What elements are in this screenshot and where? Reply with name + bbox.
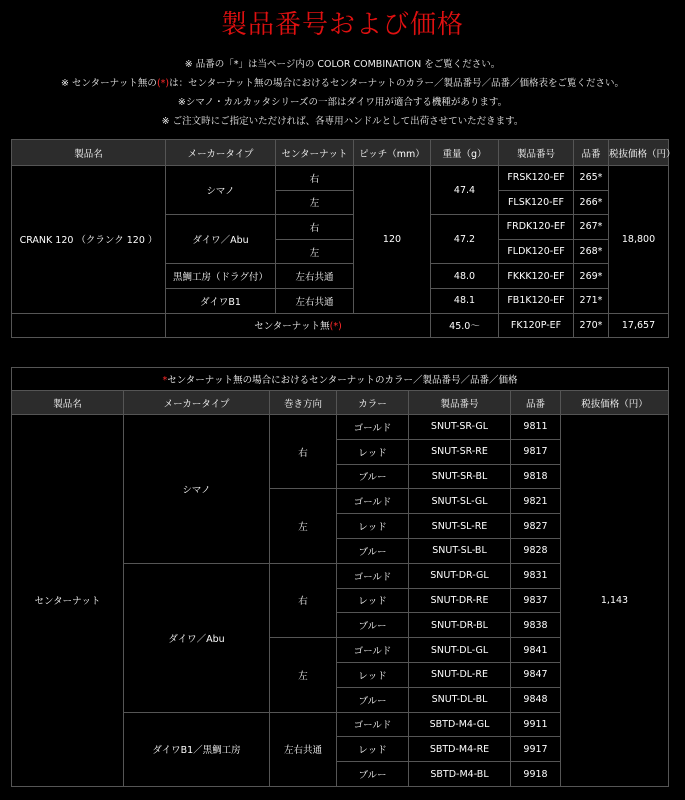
nut-direction: 左	[276, 239, 354, 264]
table2-header-row	[12, 391, 669, 415]
product-code: SBTD-M4-GL	[409, 712, 511, 737]
product-code: SNUT-DR-BL	[409, 613, 511, 638]
note-line-1: ※ 品番の「*」は当ページ内の COLOR COMBINATION をご覧ください。	[184, 59, 501, 70]
table2-caption	[12, 368, 669, 391]
product-code: FB1K120-EF	[499, 288, 574, 313]
price-table-center-nut	[11, 367, 669, 787]
color-blue: ブルー	[337, 613, 409, 638]
table2-header: 巻き方向	[270, 391, 337, 415]
maker-kokuko: 黒鯛工房（ドラグ付）	[166, 264, 276, 289]
table1-header: ピッチ（mm）	[354, 140, 431, 166]
item-number: 266*	[574, 190, 609, 215]
note-line-2-post: は：センターナット無の場合におけるセンターナットのカラー／製品番号／品番／価格表をご覧ください。	[169, 78, 624, 89]
table2-header: カラー	[337, 391, 409, 415]
color-blue: ブルー	[337, 762, 409, 787]
product-code: FRDK120-EF	[499, 215, 574, 240]
item-number: 268*	[574, 239, 609, 264]
table2-header: メーカータイプ	[124, 391, 270, 415]
nut-direction: 右	[276, 215, 354, 240]
product-code: SNUT-DL-BL	[409, 687, 511, 712]
color-gold: ゴールド	[337, 638, 409, 663]
table2-header: 税抜価格（円）	[561, 391, 669, 415]
nut-direction: 右	[276, 166, 354, 191]
product-code: SNUT-DL-GL	[409, 638, 511, 663]
product-code: FK120P-EF	[499, 313, 574, 338]
price-value: 17,657	[609, 313, 669, 338]
color-gold: ゴールド	[337, 415, 409, 440]
wind-direction: 左	[270, 638, 337, 712]
table1-header: 製品名	[12, 140, 166, 166]
page-title: 製品番号および価格	[220, 10, 464, 40]
color-gold: ゴールド	[337, 563, 409, 588]
item-number: 9848	[511, 687, 561, 712]
nut-direction: 左	[276, 190, 354, 215]
no-nut-mark: (*)	[329, 321, 342, 333]
weight-value: 48.0	[431, 264, 499, 289]
weight-value: 48.1	[431, 288, 499, 313]
item-number: 267*	[574, 215, 609, 240]
table1-header: 税抜価格（円）	[609, 140, 669, 166]
price-value: 18,800	[609, 166, 669, 314]
wind-direction: 左	[270, 489, 337, 563]
note-line-4: ※ ご注文時にご指定いただければ、各専用ハンドルとして出荷させていただきます。	[161, 116, 524, 127]
item-number: 9847	[511, 662, 561, 687]
product-name-crank: CRANK 120 （クランク 120 ）	[12, 166, 166, 314]
empty-cell	[12, 313, 166, 338]
item-number: 9831	[511, 563, 561, 588]
product-code: FRSK120-EF	[499, 166, 574, 191]
table2-header: 品番	[511, 391, 561, 415]
caption-text: センターナット無の場合におけるセンターナットのカラー／製品番号／品番／価格	[167, 375, 518, 386]
item-number: 9911	[511, 712, 561, 737]
product-code: SNUT-SL-RE	[409, 514, 511, 539]
item-number: 265*	[574, 166, 609, 191]
caption-mark: *	[162, 375, 168, 386]
item-number: 9918	[511, 762, 561, 787]
item-number: 9817	[511, 439, 561, 464]
notes	[0, 55, 685, 131]
table1-header: 製品番号	[499, 140, 574, 166]
maker-daiwa: ダイワ／Abu	[166, 215, 276, 264]
no-center-nut-label	[166, 313, 431, 338]
item-number: 9828	[511, 538, 561, 563]
item-number: 270*	[574, 313, 609, 338]
color-blue: ブルー	[337, 464, 409, 489]
wind-direction: 右	[270, 563, 337, 637]
product-code: SNUT-DR-RE	[409, 588, 511, 613]
table1-header: センターナット	[276, 140, 354, 166]
maker-daiwa: ダイワ／Abu	[124, 563, 270, 712]
item-number: 9841	[511, 638, 561, 663]
product-code: FLSK120-EF	[499, 190, 574, 215]
product-code: SNUT-DL-RE	[409, 662, 511, 687]
note-line-2	[0, 74, 685, 93]
item-number: 269*	[574, 264, 609, 289]
table1-header: 品番	[574, 140, 609, 166]
item-number: 9818	[511, 464, 561, 489]
no-nut-text: センターナット無	[254, 321, 330, 333]
color-blue: ブルー	[337, 687, 409, 712]
item-number: 9917	[511, 737, 561, 762]
maker-daiwa-b1-kokuko: ダイワB1／黒鯛工房	[124, 712, 270, 786]
wind-direction: 右	[270, 415, 337, 489]
color-red: レッド	[337, 439, 409, 464]
note-line-3: ※シマノ・カルカッタシリーズの一部はダイワ用が適合する機種があります。	[177, 97, 508, 108]
table-row	[12, 166, 669, 191]
pitch-value: 120	[354, 166, 431, 314]
wind-direction: 左右共通	[270, 712, 337, 786]
nut-direction: 左右共通	[276, 288, 354, 313]
table1-header: メーカータイプ	[166, 140, 276, 166]
table1-header: 重量（g）	[431, 140, 499, 166]
item-number: 9811	[511, 415, 561, 440]
product-code: SNUT-DR-GL	[409, 563, 511, 588]
maker-shimano: シマノ	[166, 166, 276, 215]
product-code: FLDK120-EF	[499, 239, 574, 264]
table2-caption-row	[12, 368, 669, 391]
item-number: 9827	[511, 514, 561, 539]
item-number: 9838	[511, 613, 561, 638]
color-red: レッド	[337, 588, 409, 613]
color-red: レッド	[337, 737, 409, 762]
color-red: レッド	[337, 662, 409, 687]
item-number: 271*	[574, 288, 609, 313]
item-number: 9821	[511, 489, 561, 514]
price-table-crank	[11, 139, 676, 338]
table2-header: 製品番号	[409, 391, 511, 415]
color-red: レッド	[337, 514, 409, 539]
color-gold: ゴールド	[337, 712, 409, 737]
nut-direction: 左右共通	[276, 264, 354, 289]
item-number: 9837	[511, 588, 561, 613]
weight-value: 45.0〜	[431, 313, 499, 338]
color-blue: ブルー	[337, 538, 409, 563]
maker-daiwa-b1: ダイワB1	[166, 288, 276, 313]
product-code: SNUT-SR-GL	[409, 415, 511, 440]
product-code: SBTD-M4-BL	[409, 762, 511, 787]
maker-shimano: シマノ	[124, 415, 270, 564]
color-gold: ゴールド	[337, 489, 409, 514]
table-row	[12, 313, 669, 338]
weight-value: 47.2	[431, 215, 499, 264]
product-code: SNUT-SL-BL	[409, 538, 511, 563]
product-code: SNUT-SL-GL	[409, 489, 511, 514]
table-row	[12, 415, 669, 440]
product-code: SBTD-M4-RE	[409, 737, 511, 762]
product-code: FKKK120-EF	[499, 264, 574, 289]
price-value: 1,143	[561, 415, 669, 787]
table1-header-row	[12, 140, 669, 166]
product-name-center-nut: センターナット	[12, 415, 124, 787]
product-code: SNUT-SR-BL	[409, 464, 511, 489]
note-red-mark: (*)	[156, 78, 170, 89]
table2-header: 製品名	[12, 391, 124, 415]
note-line-2-pre: ※ センターナット無の	[61, 78, 157, 89]
product-code: SNUT-SR-RE	[409, 439, 511, 464]
weight-value: 47.4	[431, 166, 499, 215]
